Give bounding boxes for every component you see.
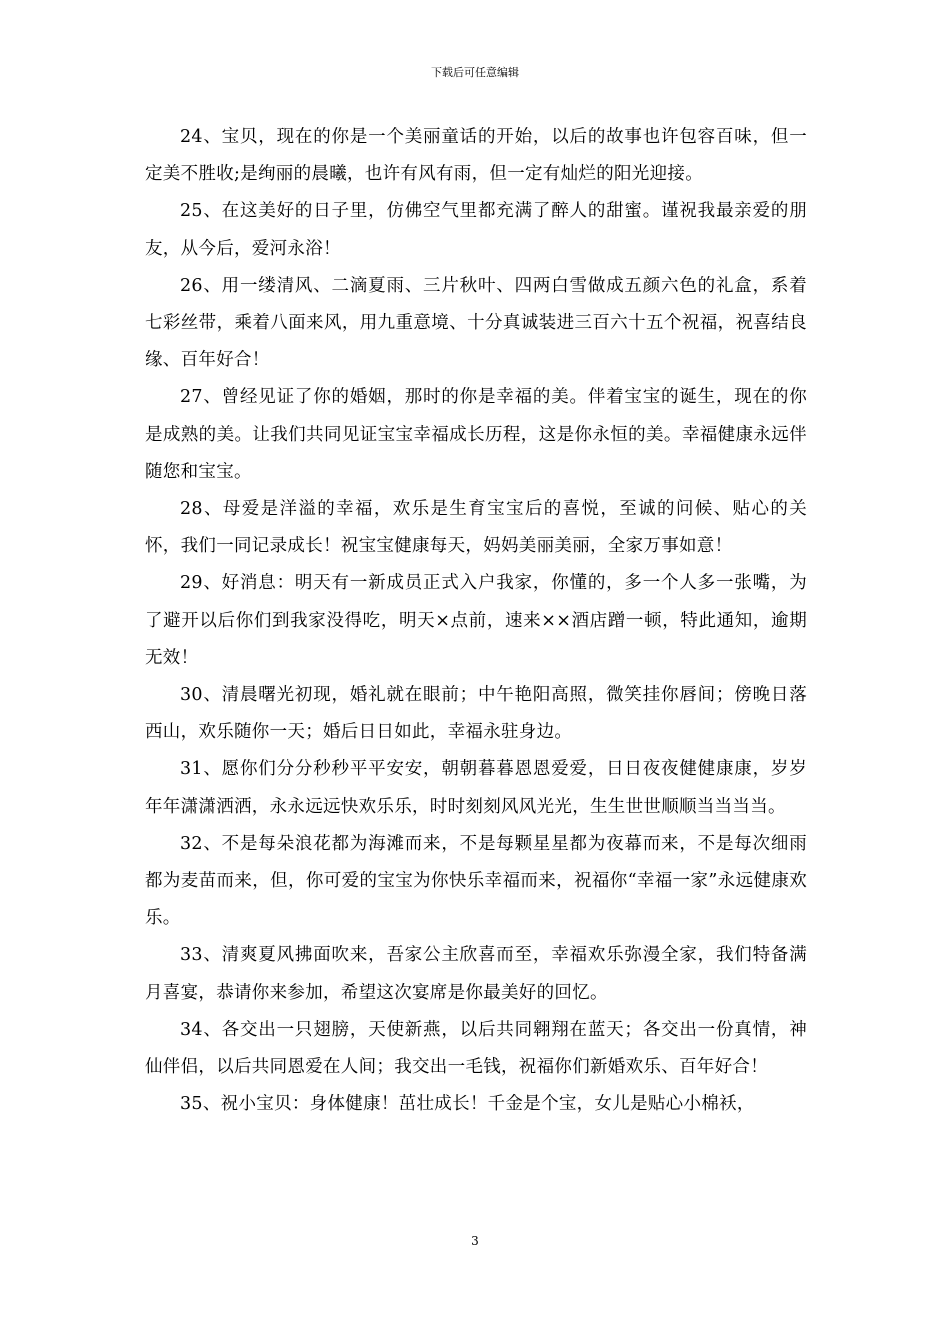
page-header-note: 下载后可任意编辑 — [431, 66, 519, 79]
paragraph-28: 28、母爱是洋溢的幸福，欢乐是生育宝宝后的喜悦，至诚的问候、贴心的关怀，我们一同记录成长！祝宝宝健康每天，妈妈美丽美丽，全家万事如意！ — [145, 499, 807, 557]
paragraph-30: 30、清晨曙光初现，婚礼就在眼前；中午艳阳高照，微笑挂你唇间；傍晚日落西山，欢乐随你一天；婚后日日如此，幸福永驻身边。 — [145, 685, 807, 743]
paragraph-29: 29、好消息：明天有一新成员正式入户我家，你懂的，多一个人多一张嘴，为了避开以后你们到我家没得吃，明天×点前，速来××酒店蹭一顿，特此通知，逾期无效！ — [145, 573, 807, 668]
paragraph-32: 32、不是每朵浪花都为海滩而来，不是每颗星星都为夜幕而来，不是每次细雨都为麦苗而来，但，你可爱的宝宝为你快乐幸福而来，祝福你“幸福一家”永远健康欢乐。 — [145, 833, 807, 929]
paragraph-27: 27、曾经见证了你的婚姻，那时的你是幸福的美。伴着宝宝的诞生，现在的你是成熟的美。让我们共同见证宝宝幸福成长历程，这是你永恒的美。幸福健康永远伴随您和宝宝。 — [145, 387, 807, 482]
paragraph-34: 34、各交出一只翅膀，天使新燕，以后共同翱翔在蓝天；各交出一份真情，神仙伴侣，以后共同恩爱在人间；我交出一毛钱，祝福你们新婚欢乐、百年好合！ — [145, 1019, 807, 1078]
paragraph-31: 31、愿你们分分秒秒平平安安，朝朝暮暮恩恩爱爱，日日夜夜健健康康，岁岁年年潇潇洒洒，永永远远快欢乐乐，时时刻刻风风光光，生生世世顺顺当当当当。 — [145, 759, 807, 817]
page-number: 3 — [471, 1234, 479, 1248]
document-body — [145, 119, 807, 1123]
paragraph-35: 35、祝小宝贝：身体健康！茁壮成长！千金是个宝，女儿是贴心小棉袄， — [180, 1094, 755, 1115]
paragraph-26: 26、用一缕清风、二滴夏雨、三片秋叶、四两白雪做成五颜六色的礼盒，系着七彩丝带，乘着八面来风，用九重意境、十分真诚装进三百六十五个祝福，祝喜结良缘、百年好合！ — [145, 275, 807, 371]
paragraph-25: 25、在这美好的日子里，仿佛空气里都充满了醉人的甜蜜。谨祝我最亲爱的朋友，从今后，爱河永浴！ — [145, 201, 807, 259]
paragraph-33: 33、清爽夏风拂面吹来，吾家公主欣喜而至，幸福欢乐弥漫全家，我们特备满月喜宴，恭请你来参加，希望这次宴席是你最美好的回忆。 — [145, 945, 807, 1003]
paragraph-24: 24、宝贝，现在的你是一个美丽童话的开始，以后的故事也许包容百味，但一定美不胜收;是绚丽的晨曦，也许有风有雨，但一定有灿烂的阳光迎接。 — [145, 127, 807, 185]
